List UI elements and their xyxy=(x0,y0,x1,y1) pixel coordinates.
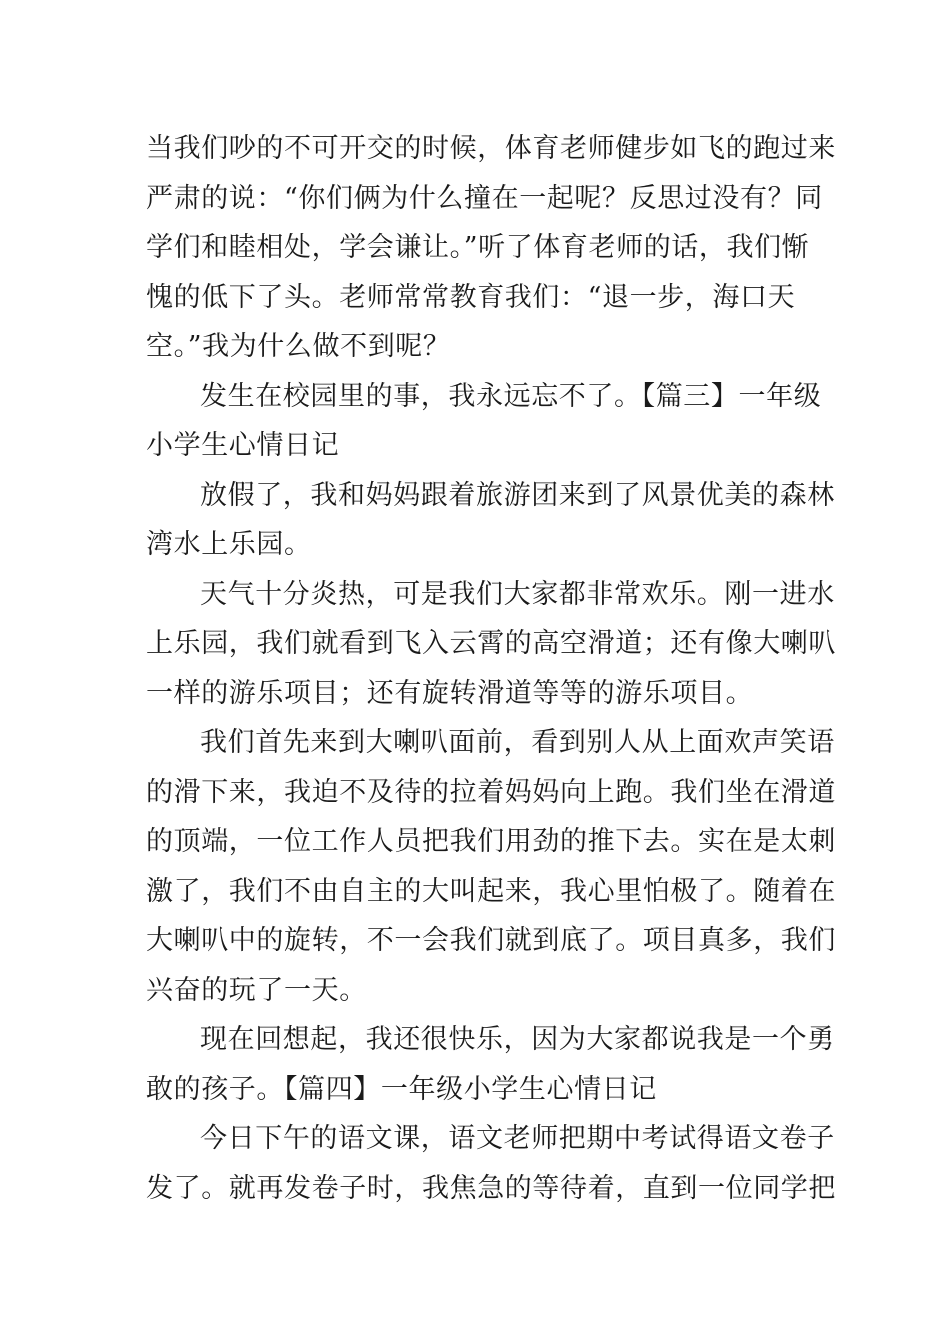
text-line: 愧的低下了头。老师常常教育我们：“退一步，海口天 xyxy=(146,281,796,313)
text-line: 小学生心情日记 xyxy=(146,430,340,461)
text-line: 我们首先来到大喇叭面前，看到别人从上面欢声笑语 xyxy=(200,727,835,758)
text-line: 激了，我们不由自主的大叫起来，我心里怕极了。随着在 xyxy=(146,875,836,907)
text-line: 空。”我为什么做不到呢？ xyxy=(146,331,451,362)
text-line: 的顶端，一位工作人员把我们用劲的推下去。实在是太刺 xyxy=(146,826,836,857)
text-line: 湾水上乐园。 xyxy=(146,529,312,560)
text-line: 学们和睦相处，学会谦让。”听了体育老师的话，我们惭 xyxy=(146,232,810,263)
text-line: 现在回想起，我还很快乐，因为大家都说我是一个勇 xyxy=(200,1024,835,1055)
text-line: 发生在校园里的事，我永远忘不了。【篇三】一年级 xyxy=(200,380,822,412)
text-line: 发了。就再发卷子时，我焦急的等待着，直到一位同学把 xyxy=(146,1172,836,1204)
text-line: 当我们吵的不可开交的时候，体育老师健步如飞的跑过来 xyxy=(146,133,836,164)
text-line: 兴奋的玩了一天。 xyxy=(146,974,367,1006)
body-text xyxy=(146,124,836,1213)
text-line: 一样的游乐项目；还有旋转滑道等等的游乐项目。 xyxy=(146,677,754,709)
text-line: 大喇叭中的旋转，不一会我们就到底了。项目真多，我们 xyxy=(146,925,836,956)
text-line: 的滑下来，我迫不及待的拉着妈妈向上跑。我们坐在滑道 xyxy=(146,776,836,808)
text-line: 放假了，我和妈妈跟着旅游团来到了风景优美的森林 xyxy=(200,479,835,511)
text-line: 严肃的说：“你们俩为什么撞在一起呢？反思过没有？同 xyxy=(146,182,823,214)
text-line: 今日下午的语文课，语文老师把期中考试得语文卷子 xyxy=(200,1123,835,1154)
text-line: 上乐园，我们就看到飞入云霄的高空滑道；还有像大喇叭 xyxy=(146,628,836,659)
text-line: 敢的孩子。【篇四】一年级小学生心情日记 xyxy=(146,1073,657,1105)
text-line: 天气十分炎热，可是我们大家都非常欢乐。刚一进水 xyxy=(200,578,835,610)
